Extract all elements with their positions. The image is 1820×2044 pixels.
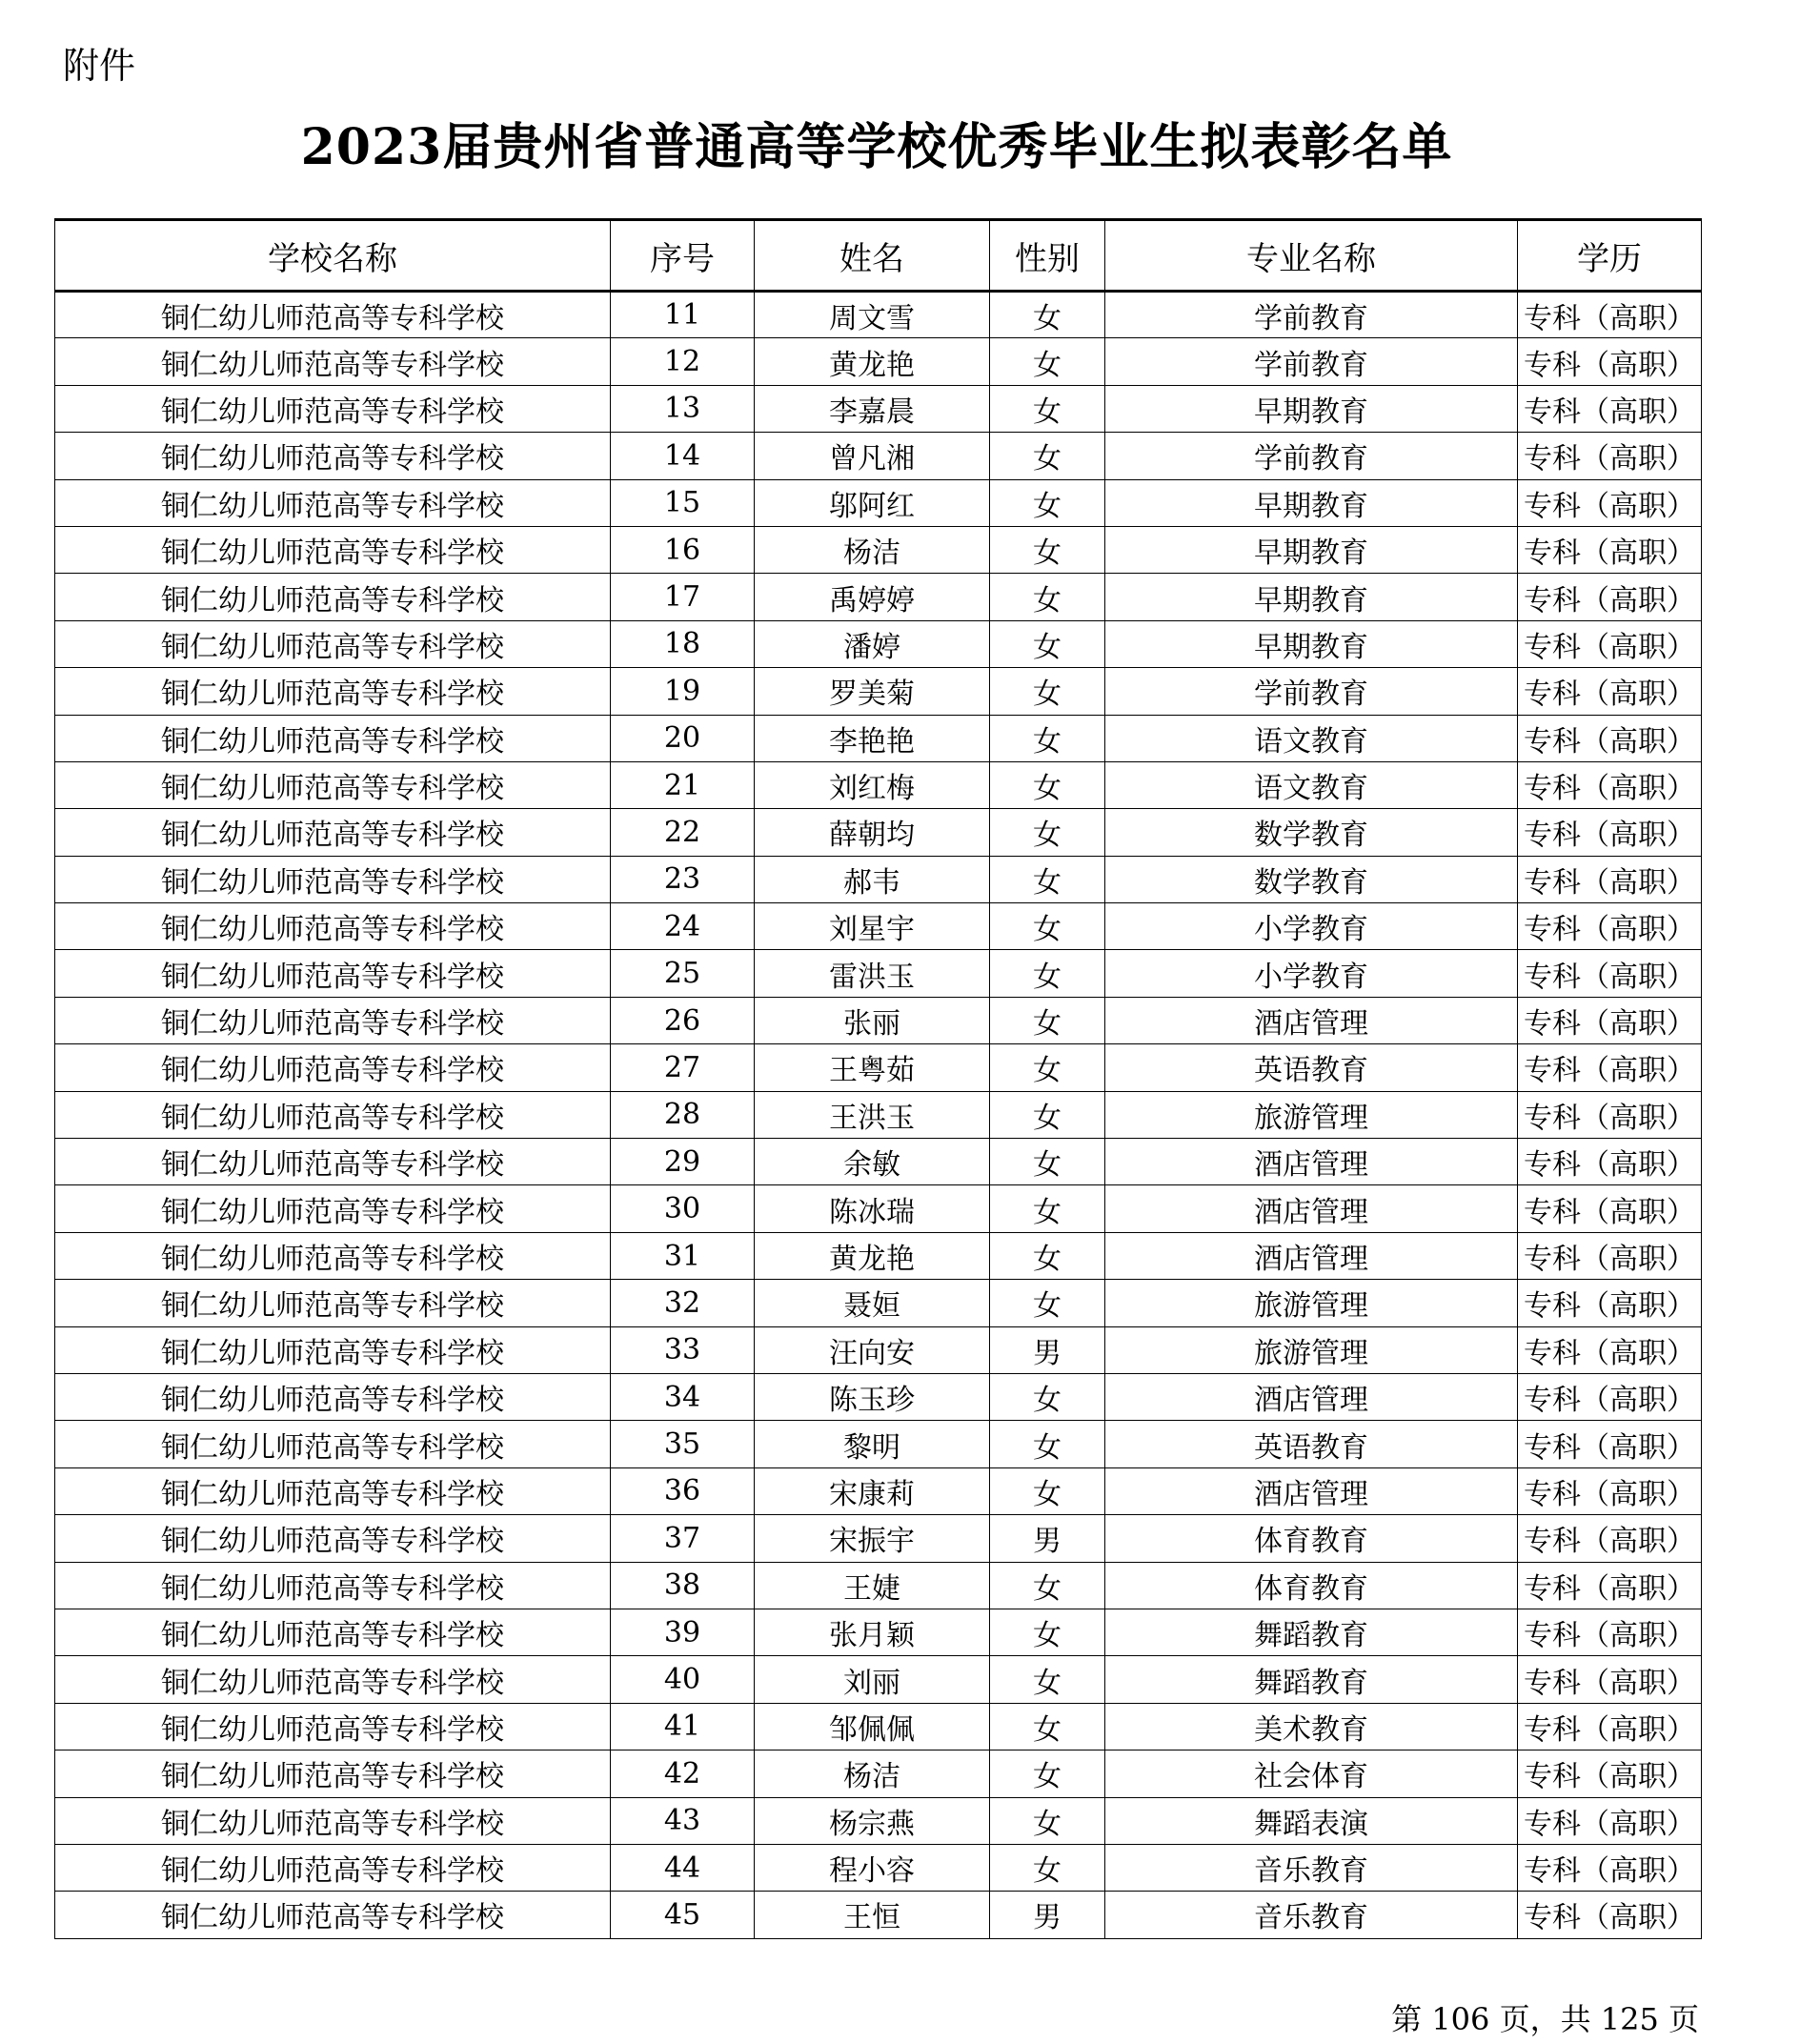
cell-serial-number: 34: [611, 1373, 755, 1420]
cell-education-level: 专科（高职）: [1518, 1609, 1702, 1655]
cell-serial-number: 31: [611, 1232, 755, 1279]
cell-student-name: 王洪玉: [755, 1091, 990, 1138]
cell-student-name: 雷洪玉: [755, 950, 990, 997]
cell-student-name: 张月颖: [755, 1609, 990, 1655]
cell-education-level: 专科（高职）: [1518, 856, 1702, 902]
cell-school-name: 铜仁幼儿师范高等专科学校: [55, 1185, 611, 1232]
table-header-row: [55, 220, 1702, 292]
cell-education-level: 专科（高职）: [1518, 1091, 1702, 1138]
cell-education-level: 专科（高职）: [1518, 1185, 1702, 1232]
column-header-school-name: 学校名称: [55, 220, 611, 292]
cell-education-level: 专科（高职）: [1518, 479, 1702, 526]
cell-school-name: 铜仁幼儿师范高等专科学校: [55, 1373, 611, 1420]
cell-student-name: 薛朝均: [755, 809, 990, 856]
cell-gender: 女: [990, 1185, 1105, 1232]
cell-major-name: 早期教育: [1105, 385, 1518, 432]
cell-education-level: 专科（高职）: [1518, 997, 1702, 1043]
cell-major-name: 数学教育: [1105, 856, 1518, 902]
cell-education-level: 专科（高职）: [1518, 1280, 1702, 1326]
cell-student-name: 王粤茹: [755, 1044, 990, 1091]
cell-student-name: 王婕: [755, 1562, 990, 1609]
cell-serial-number: 35: [611, 1421, 755, 1467]
cell-student-name: 罗美菊: [755, 668, 990, 715]
cell-serial-number: 27: [611, 1044, 755, 1091]
cell-school-name: 铜仁幼儿师范高等专科学校: [55, 1656, 611, 1703]
cell-serial-number: 12: [611, 338, 755, 385]
cell-serial-number: 13: [611, 385, 755, 432]
cell-school-name: 铜仁幼儿师范高等专科学校: [55, 903, 611, 950]
cell-gender: 女: [990, 1280, 1105, 1326]
cell-major-name: 音乐教育: [1105, 1844, 1518, 1891]
cell-school-name: 铜仁幼儿师范高等专科学校: [55, 574, 611, 620]
cell-serial-number: 38: [611, 1562, 755, 1609]
cell-student-name: 张丽: [755, 997, 990, 1043]
cell-education-level: 专科（高职）: [1518, 1139, 1702, 1185]
cell-gender: 女: [990, 292, 1105, 338]
cell-major-name: 语文教育: [1105, 715, 1518, 761]
cell-major-name: 学前教育: [1105, 668, 1518, 715]
cell-school-name: 铜仁幼儿师范高等专科学校: [55, 292, 611, 338]
cell-gender: 女: [990, 761, 1105, 808]
cell-education-level: 专科（高职）: [1518, 1515, 1702, 1562]
cell-student-name: 黄龙艳: [755, 1232, 990, 1279]
table-row: [55, 1844, 1702, 1891]
table-row: [55, 433, 1702, 479]
cell-school-name: 铜仁幼儿师范高等专科学校: [55, 1892, 611, 1938]
cell-education-level: 专科（高职）: [1518, 1326, 1702, 1373]
cell-school-name: 铜仁幼儿师范高等专科学校: [55, 385, 611, 432]
cell-student-name: 陈玉珍: [755, 1373, 990, 1420]
cell-gender: 女: [990, 574, 1105, 620]
column-header-education-level: 学历: [1518, 220, 1702, 292]
cell-serial-number: 20: [611, 715, 755, 761]
cell-education-level: 专科（高职）: [1518, 1751, 1702, 1797]
cell-gender: 女: [990, 1656, 1105, 1703]
column-header-serial-number: 序号: [611, 220, 755, 292]
cell-major-name: 早期教育: [1105, 479, 1518, 526]
cell-serial-number: 44: [611, 1844, 755, 1891]
cell-education-level: 专科（高职）: [1518, 950, 1702, 997]
cell-education-level: 专科（高职）: [1518, 1373, 1702, 1420]
cell-major-name: 学前教育: [1105, 292, 1518, 338]
cell-education-level: 专科（高职）: [1518, 526, 1702, 573]
cell-major-name: 小学教育: [1105, 950, 1518, 997]
cell-gender: 女: [990, 1609, 1105, 1655]
table-row: [55, 574, 1702, 620]
cell-gender: 女: [990, 715, 1105, 761]
cell-education-level: 专科（高职）: [1518, 620, 1702, 667]
table-row: [55, 1797, 1702, 1844]
table-row: [55, 1280, 1702, 1326]
cell-education-level: 专科（高职）: [1518, 1467, 1702, 1514]
cell-serial-number: 26: [611, 997, 755, 1043]
cell-student-name: 王恒: [755, 1892, 990, 1938]
cell-major-name: 酒店管理: [1105, 1467, 1518, 1514]
table-row: [55, 1515, 1702, 1562]
cell-student-name: 汪向安: [755, 1326, 990, 1373]
cell-serial-number: 32: [611, 1280, 755, 1326]
cell-major-name: 美术教育: [1105, 1703, 1518, 1750]
cell-school-name: 铜仁幼儿师范高等专科学校: [55, 1844, 611, 1891]
table-row: [55, 620, 1702, 667]
cell-major-name: 体育教育: [1105, 1562, 1518, 1609]
cell-major-name: 语文教育: [1105, 761, 1518, 808]
cell-student-name: 周文雪: [755, 292, 990, 338]
cell-gender: 女: [990, 620, 1105, 667]
cell-education-level: 专科（高职）: [1518, 1844, 1702, 1891]
cell-school-name: 铜仁幼儿师范高等专科学校: [55, 1467, 611, 1514]
cell-student-name: 宋振宇: [755, 1515, 990, 1562]
cell-serial-number: 40: [611, 1656, 755, 1703]
table-row: [55, 1139, 1702, 1185]
table-row: [55, 526, 1702, 573]
cell-major-name: 旅游管理: [1105, 1280, 1518, 1326]
cell-school-name: 铜仁幼儿师范高等专科学校: [55, 809, 611, 856]
cell-student-name: 潘婷: [755, 620, 990, 667]
cell-gender: 女: [990, 479, 1105, 526]
table-row: [55, 1751, 1702, 1797]
cell-education-level: 专科（高职）: [1518, 1562, 1702, 1609]
cell-education-level: 专科（高职）: [1518, 1044, 1702, 1091]
cell-school-name: 铜仁幼儿师范高等专科学校: [55, 1421, 611, 1467]
cell-school-name: 铜仁幼儿师范高等专科学校: [55, 338, 611, 385]
cell-gender: 女: [990, 1091, 1105, 1138]
cell-major-name: 舞蹈教育: [1105, 1609, 1518, 1655]
cell-serial-number: 45: [611, 1892, 755, 1938]
cell-major-name: 学前教育: [1105, 433, 1518, 479]
cell-education-level: 专科（高职）: [1518, 1892, 1702, 1938]
cell-school-name: 铜仁幼儿师范高等专科学校: [55, 856, 611, 902]
cell-gender: 女: [990, 1751, 1105, 1797]
cell-gender: 女: [990, 668, 1105, 715]
cell-gender: 女: [990, 856, 1105, 902]
cell-major-name: 酒店管理: [1105, 997, 1518, 1043]
cell-major-name: 舞蹈表演: [1105, 1797, 1518, 1844]
cell-school-name: 铜仁幼儿师范高等专科学校: [55, 950, 611, 997]
cell-serial-number: 15: [611, 479, 755, 526]
cell-school-name: 铜仁幼儿师范高等专科学校: [55, 715, 611, 761]
table-row: [55, 1044, 1702, 1091]
cell-student-name: 曾凡湘: [755, 433, 990, 479]
cell-major-name: 学前教育: [1105, 338, 1518, 385]
cell-student-name: 杨洁: [755, 526, 990, 573]
cell-serial-number: 21: [611, 761, 755, 808]
cell-education-level: 专科（高职）: [1518, 1232, 1702, 1279]
cell-student-name: 杨宗燕: [755, 1797, 990, 1844]
cell-school-name: 铜仁幼儿师范高等专科学校: [55, 1751, 611, 1797]
cell-major-name: 英语教育: [1105, 1044, 1518, 1091]
table-row: [55, 1892, 1702, 1938]
cell-education-level: 专科（高职）: [1518, 433, 1702, 479]
cell-gender: 女: [990, 1232, 1105, 1279]
cell-school-name: 铜仁幼儿师范高等专科学校: [55, 1562, 611, 1609]
cell-gender: 女: [990, 1139, 1105, 1185]
cell-gender: 女: [990, 1373, 1105, 1420]
cell-education-level: 专科（高职）: [1518, 292, 1702, 338]
cell-student-name: 邬阿红: [755, 479, 990, 526]
cell-serial-number: 29: [611, 1139, 755, 1185]
attachment-label: 附件: [63, 45, 136, 87]
cell-major-name: 旅游管理: [1105, 1326, 1518, 1373]
cell-student-name: 黎明: [755, 1421, 990, 1467]
cell-serial-number: 19: [611, 668, 755, 715]
cell-gender: 女: [990, 338, 1105, 385]
table-row: [55, 1185, 1702, 1232]
cell-serial-number: 28: [611, 1091, 755, 1138]
cell-major-name: 舞蹈教育: [1105, 1656, 1518, 1703]
cell-serial-number: 36: [611, 1467, 755, 1514]
cell-gender: 女: [990, 809, 1105, 856]
cell-student-name: 余敏: [755, 1139, 990, 1185]
cell-student-name: 李艳艳: [755, 715, 990, 761]
cell-major-name: 社会体育: [1105, 1751, 1518, 1797]
cell-major-name: 酒店管理: [1105, 1232, 1518, 1279]
cell-gender: 女: [990, 997, 1105, 1043]
cell-education-level: 专科（高职）: [1518, 761, 1702, 808]
page-title: 2023届贵州省普通高等学校优秀毕业生拟表彰名单: [300, 118, 1453, 176]
cell-major-name: 体育教育: [1105, 1515, 1518, 1562]
cell-school-name: 铜仁幼儿师范高等专科学校: [55, 997, 611, 1043]
cell-student-name: 邹佩佩: [755, 1703, 990, 1750]
table-row: [55, 1467, 1702, 1514]
column-header-student-name: 姓名: [755, 220, 990, 292]
cell-education-level: 专科（高职）: [1518, 809, 1702, 856]
cell-serial-number: 22: [611, 809, 755, 856]
cell-school-name: 铜仁幼儿师范高等专科学校: [55, 668, 611, 715]
cell-school-name: 铜仁幼儿师范高等专科学校: [55, 1139, 611, 1185]
cell-serial-number: 23: [611, 856, 755, 902]
cell-education-level: 专科（高职）: [1518, 715, 1702, 761]
cell-gender: 女: [990, 1467, 1105, 1514]
cell-education-level: 专科（高职）: [1518, 903, 1702, 950]
cell-student-name: 郝韦: [755, 856, 990, 902]
cell-gender: 女: [990, 1421, 1105, 1467]
cell-student-name: 宋康莉: [755, 1467, 990, 1514]
cell-major-name: 酒店管理: [1105, 1185, 1518, 1232]
cell-education-level: 专科（高职）: [1518, 668, 1702, 715]
cell-school-name: 铜仁幼儿师范高等专科学校: [55, 1232, 611, 1279]
table-row: [55, 809, 1702, 856]
cell-education-level: 专科（高职）: [1518, 1421, 1702, 1467]
cell-major-name: 英语教育: [1105, 1421, 1518, 1467]
cell-gender: 女: [990, 526, 1105, 573]
table-row: [55, 1562, 1702, 1609]
cell-serial-number: 16: [611, 526, 755, 573]
table-row: [55, 1421, 1702, 1467]
cell-serial-number: 30: [611, 1185, 755, 1232]
cell-gender: 女: [990, 950, 1105, 997]
cell-education-level: 专科（高职）: [1518, 1703, 1702, 1750]
cell-gender: 女: [990, 1797, 1105, 1844]
cell-school-name: 铜仁幼儿师范高等专科学校: [55, 1280, 611, 1326]
cell-serial-number: 17: [611, 574, 755, 620]
cell-gender: 女: [990, 1562, 1105, 1609]
cell-major-name: 早期教育: [1105, 526, 1518, 573]
page-footer: 第 106 页，共 125 页: [1391, 2001, 1699, 2037]
table-row: [55, 1609, 1702, 1655]
column-header-gender: 性别: [990, 220, 1105, 292]
cell-school-name: 铜仁幼儿师范高等专科学校: [55, 1044, 611, 1091]
table-row: [55, 1091, 1702, 1138]
cell-major-name: 早期教育: [1105, 574, 1518, 620]
table-row: [55, 292, 1702, 338]
cell-gender: 男: [990, 1892, 1105, 1938]
cell-school-name: 铜仁幼儿师范高等专科学校: [55, 1091, 611, 1138]
honoree-table: [54, 218, 1702, 1939]
cell-student-name: 黄龙艳: [755, 338, 990, 385]
cell-major-name: 酒店管理: [1105, 1373, 1518, 1420]
table-row: [55, 1232, 1702, 1279]
cell-student-name: 刘丽: [755, 1656, 990, 1703]
table-row: [55, 1373, 1702, 1420]
cell-student-name: 刘星宇: [755, 903, 990, 950]
cell-school-name: 铜仁幼儿师范高等专科学校: [55, 761, 611, 808]
cell-major-name: 旅游管理: [1105, 1091, 1518, 1138]
cell-education-level: 专科（高职）: [1518, 1797, 1702, 1844]
cell-serial-number: 42: [611, 1751, 755, 1797]
cell-student-name: 禹婷婷: [755, 574, 990, 620]
cell-student-name: 陈冰瑞: [755, 1185, 990, 1232]
cell-school-name: 铜仁幼儿师范高等专科学校: [55, 1326, 611, 1373]
cell-serial-number: 24: [611, 903, 755, 950]
cell-gender: 女: [990, 903, 1105, 950]
cell-serial-number: 18: [611, 620, 755, 667]
cell-major-name: 数学教育: [1105, 809, 1518, 856]
table-row: [55, 1656, 1702, 1703]
cell-gender: 女: [990, 1044, 1105, 1091]
table-row: [55, 668, 1702, 715]
cell-major-name: 酒店管理: [1105, 1139, 1518, 1185]
cell-serial-number: 25: [611, 950, 755, 997]
table-row: [55, 1703, 1702, 1750]
cell-gender: 女: [990, 433, 1105, 479]
cell-serial-number: 41: [611, 1703, 755, 1750]
cell-gender: 女: [990, 385, 1105, 432]
cell-serial-number: 37: [611, 1515, 755, 1562]
cell-serial-number: 11: [611, 292, 755, 338]
cell-school-name: 铜仁幼儿师范高等专科学校: [55, 526, 611, 573]
table-body: [55, 292, 1702, 1939]
cell-education-level: 专科（高职）: [1518, 385, 1702, 432]
table-row: [55, 338, 1702, 385]
cell-school-name: 铜仁幼儿师范高等专科学校: [55, 1703, 611, 1750]
cell-serial-number: 14: [611, 433, 755, 479]
cell-serial-number: 43: [611, 1797, 755, 1844]
table-header: [55, 220, 1702, 292]
cell-school-name: 铜仁幼儿师范高等专科学校: [55, 620, 611, 667]
cell-gender: 女: [990, 1703, 1105, 1750]
cell-gender: 女: [990, 1844, 1105, 1891]
cell-education-level: 专科（高职）: [1518, 338, 1702, 385]
cell-school-name: 铜仁幼儿师范高等专科学校: [55, 479, 611, 526]
table-row: [55, 997, 1702, 1043]
cell-school-name: 铜仁幼儿师范高等专科学校: [55, 1609, 611, 1655]
table-row: [55, 761, 1702, 808]
cell-student-name: 李嘉晨: [755, 385, 990, 432]
cell-student-name: 杨洁: [755, 1751, 990, 1797]
cell-major-name: 音乐教育: [1105, 1892, 1518, 1938]
cell-gender: 男: [990, 1326, 1105, 1373]
cell-serial-number: 39: [611, 1609, 755, 1655]
table-row: [55, 1326, 1702, 1373]
cell-serial-number: 33: [611, 1326, 755, 1373]
cell-school-name: 铜仁幼儿师范高等专科学校: [55, 1797, 611, 1844]
cell-student-name: 程小容: [755, 1844, 990, 1891]
cell-school-name: 铜仁幼儿师范高等专科学校: [55, 1515, 611, 1562]
cell-education-level: 专科（高职）: [1518, 1656, 1702, 1703]
table-row: [55, 385, 1702, 432]
table-row: [55, 903, 1702, 950]
cell-student-name: 刘红梅: [755, 761, 990, 808]
cell-school-name: 铜仁幼儿师范高等专科学校: [55, 433, 611, 479]
cell-student-name: 聂姮: [755, 1280, 990, 1326]
cell-major-name: 小学教育: [1105, 903, 1518, 950]
table-row: [55, 856, 1702, 902]
column-header-major-name: 专业名称: [1105, 220, 1518, 292]
cell-education-level: 专科（高职）: [1518, 574, 1702, 620]
table-row: [55, 950, 1702, 997]
table-row: [55, 715, 1702, 761]
table-row: [55, 479, 1702, 526]
cell-major-name: 早期教育: [1105, 620, 1518, 667]
cell-gender: 男: [990, 1515, 1105, 1562]
